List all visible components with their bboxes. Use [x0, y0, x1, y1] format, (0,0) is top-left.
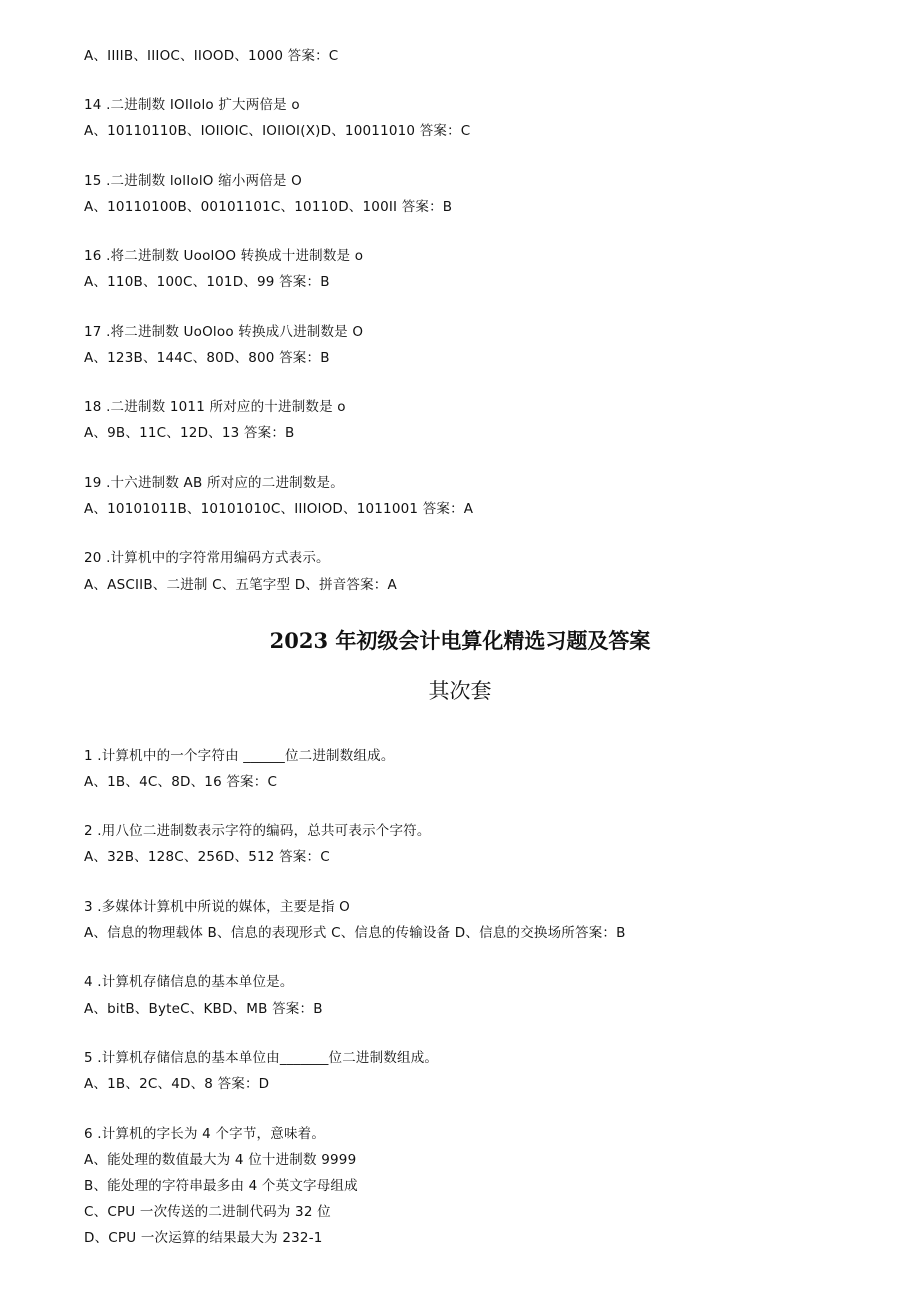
question-16: 16 .将二进制数 UoolOO 转换成十进制数是 o — [84, 248, 364, 264]
section-subtitle: 其次套 — [428, 679, 492, 703]
answer-line-b4: A、bitB、ByteC、KBD、MB 答案：B — [84, 1001, 323, 1017]
question-14: 14 .二进制数 IOIlolo 扩大两倍是 o — [84, 97, 300, 113]
answer-line-b3: A、信息的物理载体 B、信息的表现形式 C、信息的传输设备 D、信息的交换场所答案：B — [84, 925, 626, 941]
answer-line-18: A、9B、11C、12D、13 答案：B — [84, 425, 295, 441]
answer-line-20: A、ASCIIB、二进制 C、五笔字型 D、拼音答案：A — [84, 577, 397, 593]
answer-line-17: A、123B、144C、80D、800 答案：B — [84, 350, 330, 366]
question-19: 19 .十六进制数 AB 所对应的二进制数是。 — [84, 475, 344, 491]
section-title: 2023 年初级会计电算化精选习题及答案 — [269, 628, 651, 653]
option-b6-a: A、能处理的数值最大为 4 位十进制数 9999 — [84, 1152, 357, 1168]
question-18: 18 .二进制数 1011 所对应的十进制数是 o — [84, 399, 346, 415]
question-b5: 5 .计算机存储信息的基本单位由_______位二进制数组成。 — [84, 1050, 439, 1066]
answer-line-b5: A、1B、2C、4D、8 答案：D — [84, 1076, 270, 1092]
question-b2: 2 .用八位二进制数表示字符的编码，总共可表示个字符。 — [84, 823, 431, 839]
question-b4: 4 .计算机存储信息的基本单位是。 — [84, 974, 294, 990]
question-15: 15 .二进制数 lolIolO 缩小两倍是 O — [84, 173, 302, 189]
question-20: 20 .计算机中的字符常用编码方式表示。 — [84, 550, 330, 566]
question-b3: 3 .多媒体计算机中所说的媒体，主要是指 O — [84, 899, 350, 915]
question-b1: 1 .计算机中的一个字符由 ______位二进制数组成。 — [84, 748, 395, 764]
option-b6-d: D、CPU 一次运算的结果最大为 232-1 — [84, 1230, 323, 1246]
option-b6-b: B、能处理的字符串最多由 4 个英文字母组成 — [84, 1178, 358, 1194]
answer-line-13: A、IIIIB、IIIOC、IIOOD、1000 答案：C — [84, 48, 339, 64]
answer-line-14: A、10110110B、IOIlOIC、IOIlOI(X)D、10011010 答案：C — [84, 123, 471, 139]
option-b6-c: C、CPU 一次传送的二进制代码为 32 位 — [84, 1204, 331, 1220]
question-b6: 6 .计算机的字长为 4 个字节，意味着。 — [84, 1126, 326, 1142]
question-17: 17 .将二进制数 UoOloo 转换成八进制数是 O — [84, 324, 364, 340]
answer-line-16: A、110B、100C、101D、99 答案：B — [84, 274, 330, 290]
answer-line-19: A、10101011B、10101010C、IIIOlOD、1011001 答案：A — [84, 501, 474, 517]
answer-line-b1: A、1B、4C、8D、16 答案：C — [84, 774, 278, 790]
answer-line-b2: A、32B、128C、256D、512 答案：C — [84, 849, 330, 865]
answer-line-15: A、10110100B、00101101C、10110D、100II 答案：B — [84, 199, 453, 215]
